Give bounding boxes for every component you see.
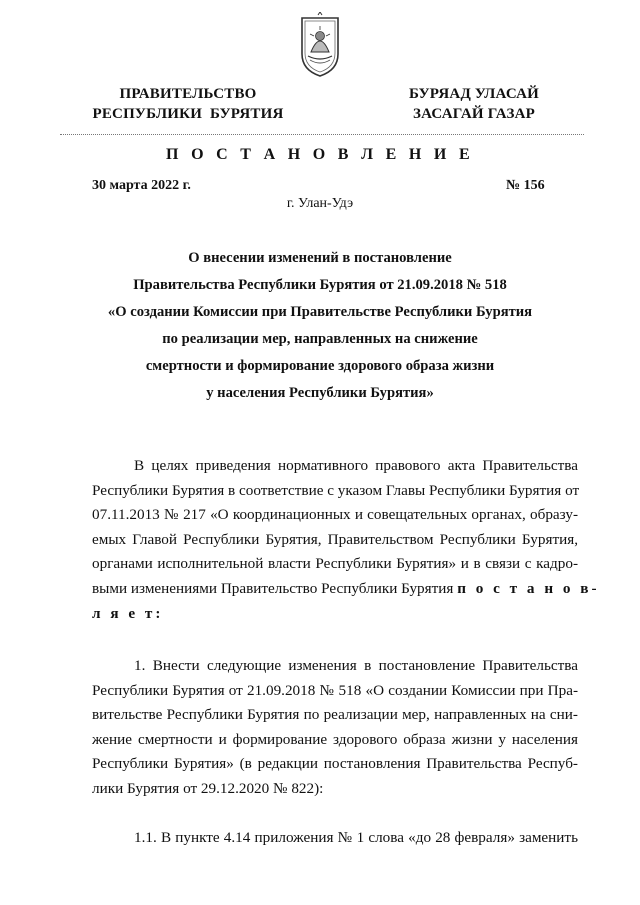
paragraph-line: В целях приведения нормативного правового акта Правительства: [134, 457, 578, 474]
paragraph-line: вительстве Республики Бурятия по реализации мер, направленных на сни-: [92, 706, 578, 724]
paragraph-line: Республики Бурятия» (в редакции постановления Правительства Респуб-: [92, 755, 578, 773]
title-line: смертности и формирование здорового образа жизни: [145, 358, 495, 374]
decree-word-end: л я е т:: [92, 604, 164, 622]
paragraph-line: емых Главой Республики Бурятия, Правительством Республики Бурятия,: [92, 530, 578, 548]
org-name-buryat: [384, 84, 564, 124]
title-line: «О создании Комиссии при Правительстве Республики Бурятия: [107, 304, 533, 320]
paragraph-line-text: выми изменениями Правительство Республики Бурятия: [92, 579, 454, 597]
title-line: О внесении изменений в постановление: [188, 250, 452, 266]
paragraph-line: Республики Бурятия от 21.09.2018 № 518 «О создании Комиссии при Пра-: [92, 681, 578, 699]
paragraph-line-with-decree: [92, 577, 600, 602]
paragraph-line: 07.11.2013 № 217 «О координационных и совещательных органах, образу-: [92, 506, 578, 524]
republic-buryatia-emblem-icon: [296, 12, 344, 78]
org-name-buryat-line: ЗАСАГАЙ ГАЗАР: [413, 106, 535, 122]
org-name-russian-line: ПРАВИТЕЛЬСТВО: [119, 86, 257, 102]
paragraph-line: жение смертности и формирование здорового образа жизни у населения: [92, 730, 578, 748]
org-name-russian: [78, 84, 298, 124]
decree-word: п о с т а н о в-: [457, 579, 600, 597]
title-line: Правительства Республики Бурятия от 21.09.2018 № 518: [133, 277, 507, 293]
clause-1-paragraph: [92, 654, 578, 802]
document-number: № 156: [506, 178, 545, 193]
document-type-heading: П О С Т А Н О В Л Е Н И Е: [166, 146, 474, 163]
title-line: у населения Республики Бурятия»: [206, 385, 434, 401]
paragraph-line: 1.1. В пункте 4.14 приложения № 1 слова «до 28 февраля» заменить: [134, 829, 578, 846]
document-date: 30 марта 2022 г.: [92, 178, 191, 193]
paragraph-line: 1. Внести следующие изменения в постановление Правительства: [134, 657, 578, 674]
clause-1-1-paragraph: [92, 826, 578, 851]
preamble-paragraph: [92, 454, 600, 626]
document-title: [80, 245, 560, 407]
org-name-russian-line: РЕСПУБЛИКИ БУРЯТИЯ: [92, 106, 284, 122]
header-divider: [60, 134, 584, 135]
paragraph-line: органами исполнительной власти Республики Бурятия» и в связи с кадро-: [92, 555, 578, 573]
org-name-buryat-line: БУРЯАД УЛАСАЙ: [408, 86, 540, 102]
paragraph-line: Республики Бурятия в соответствие с указом Главы Республики Бурятия от: [92, 481, 580, 499]
paragraph-line: лики Бурятия от 29.12.2020 № 822):: [92, 779, 324, 797]
title-line: по реализации мер, направленных на снижение: [162, 331, 478, 347]
document-city: г. Улан-Удэ: [286, 196, 354, 211]
